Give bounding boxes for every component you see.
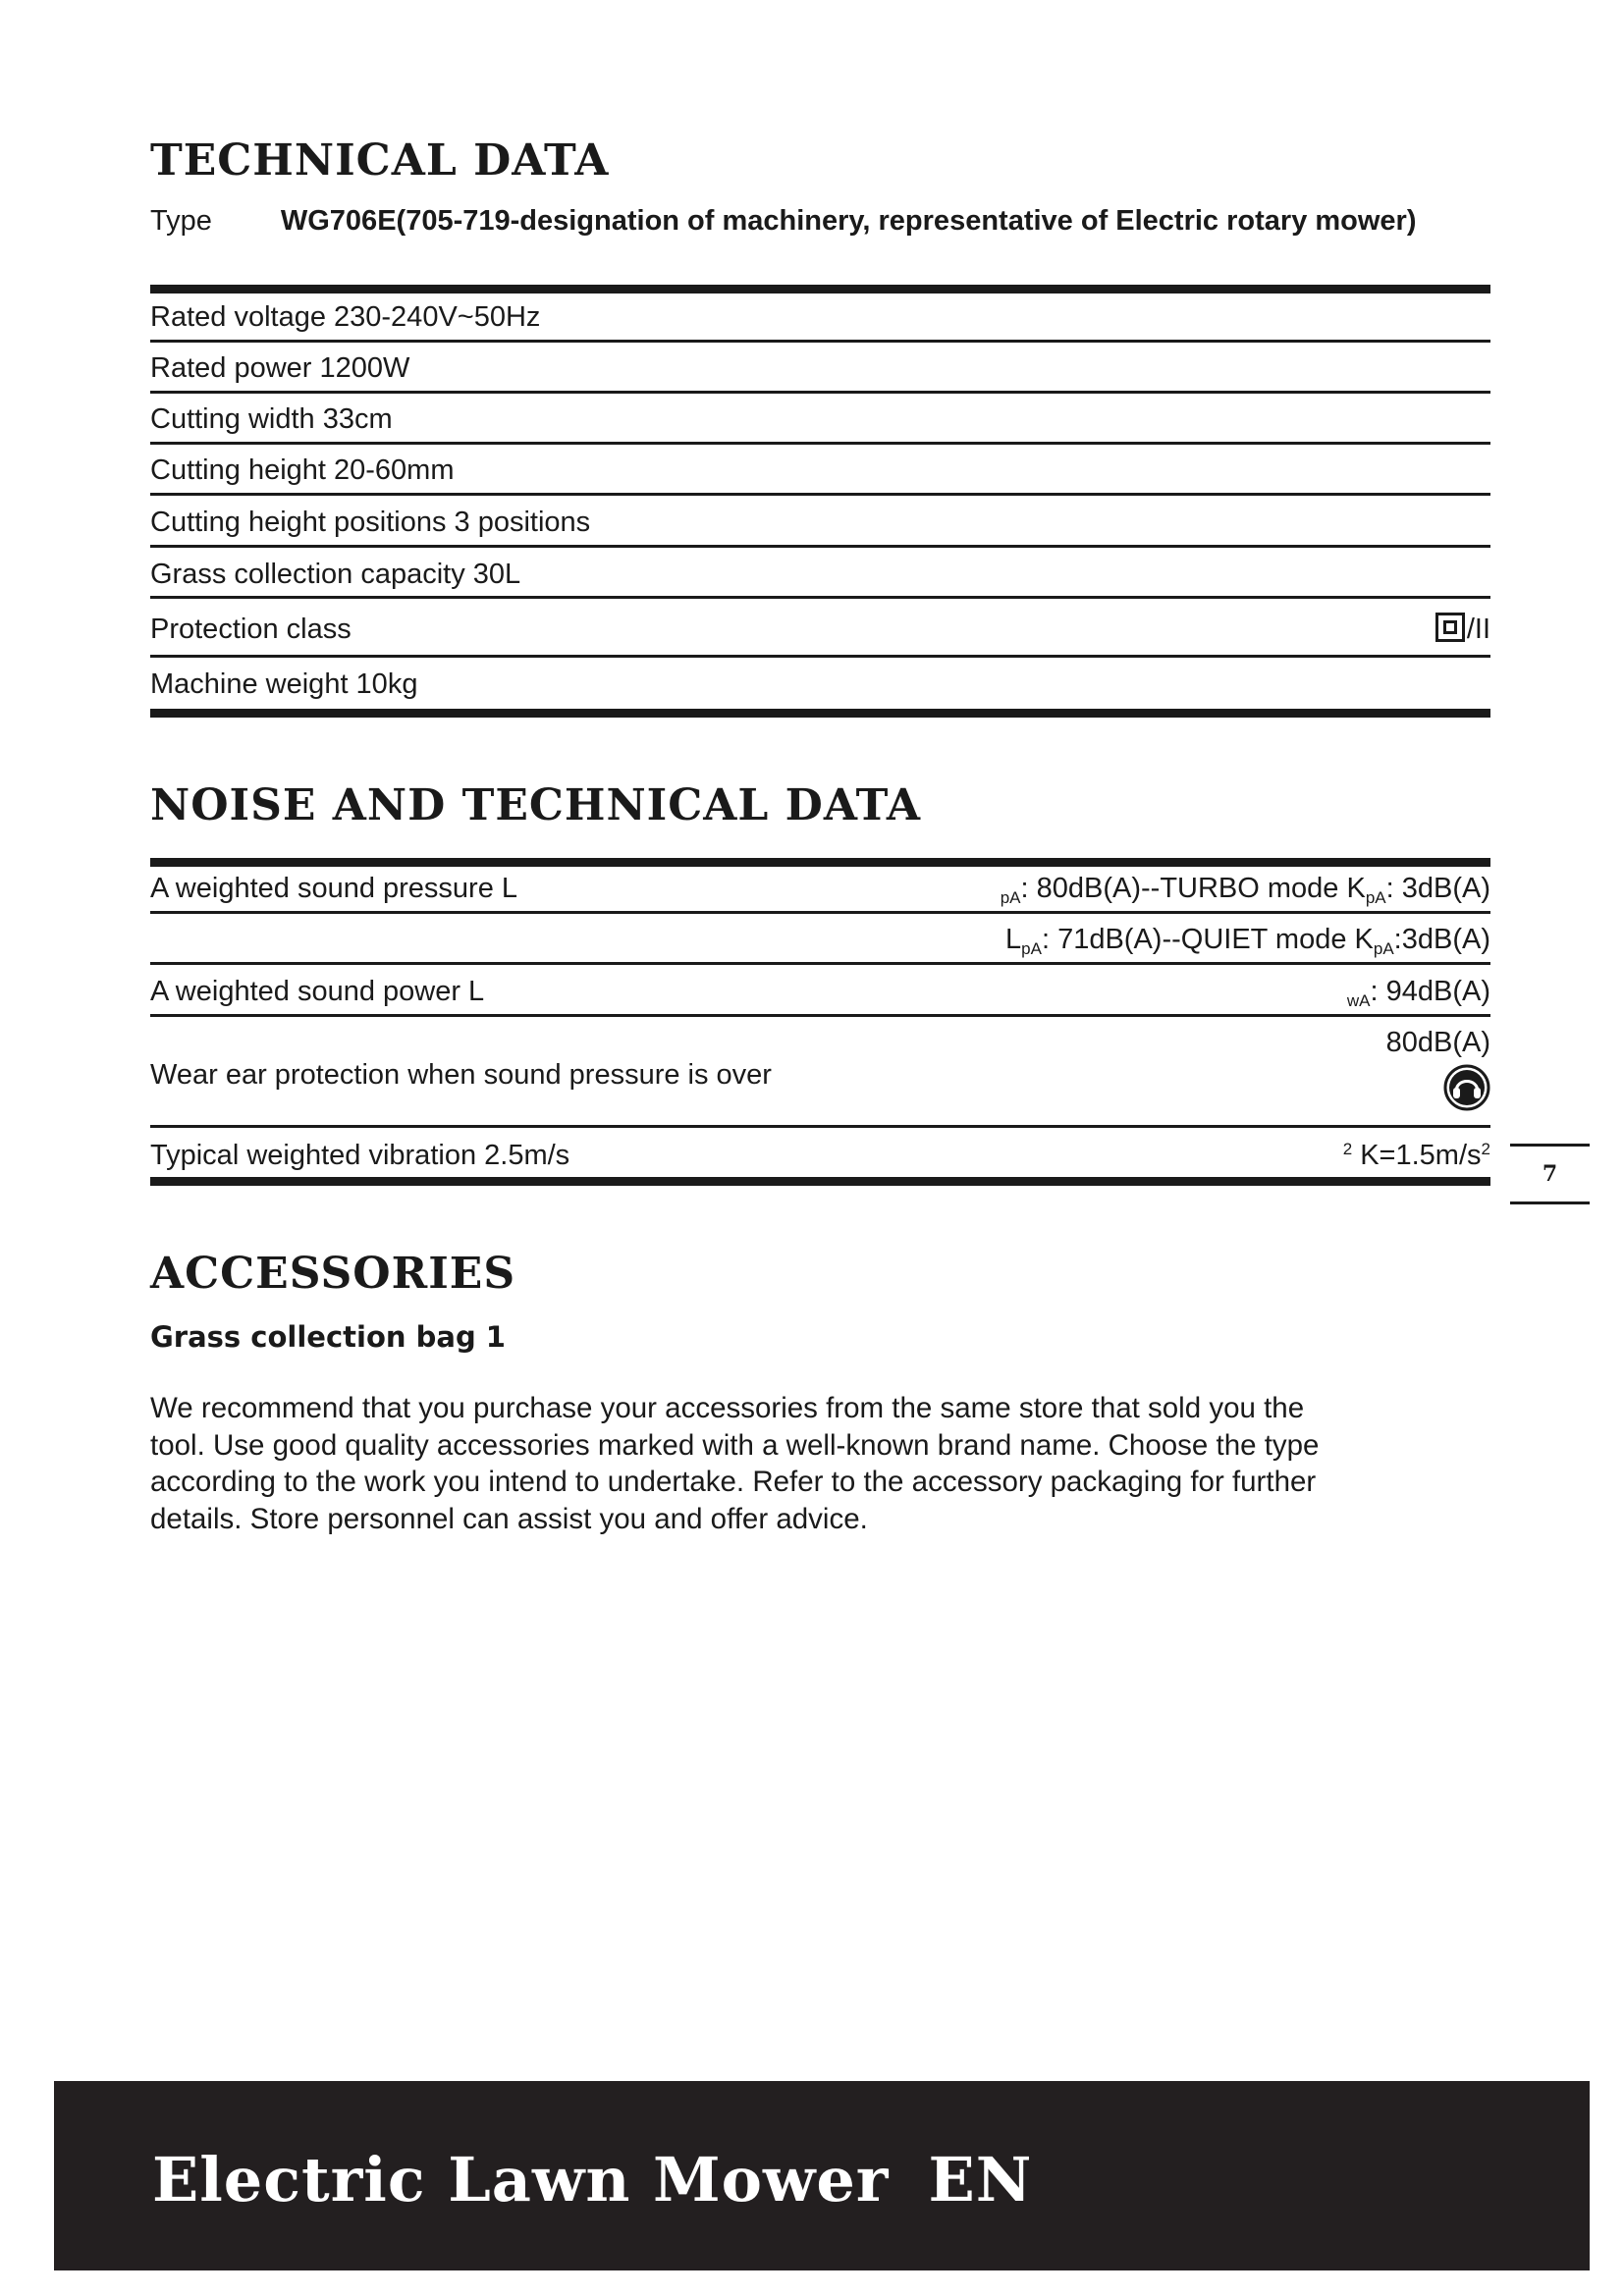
- footer-band: [54, 2081, 1590, 2270]
- spec-row-power: Rated power 1200W: [150, 352, 410, 384]
- row-divider: [150, 962, 1490, 965]
- noise-row-pressure: [150, 872, 1490, 905]
- spec-row-grass-capacity: Grass collection capacity 30L: [150, 559, 521, 590]
- vibration-label: Typical weighted vibration 2.5m/s: [150, 1140, 570, 1171]
- row-divider: [150, 442, 1490, 445]
- row-divider: [150, 391, 1490, 394]
- spec-row-cutting-width: Cutting width 33cm: [150, 403, 393, 435]
- row-divider: [150, 596, 1490, 599]
- spec-row-weight: Machine weight 10kg: [150, 668, 418, 700]
- sound-pressure-label: A weighted sound pressure L: [150, 873, 518, 904]
- noise-heading: NOISE AND TECHNICAL DATA: [150, 780, 922, 830]
- ear-protection-value: 80dB(A): [1385, 1027, 1490, 1058]
- vibration-value: $^2$ $K=1.5m/s^2$: [1342, 1140, 1490, 1171]
- row-divider: [150, 911, 1490, 914]
- noise-table-bottom-rule: [150, 1177, 1490, 1186]
- footer-title: [152, 2144, 1032, 2216]
- sound-pressure-value: $_{pA}$: 80dB(A)--TURBO mode $K_{pA}$: 3dB(A): [1000, 873, 1490, 907]
- noise-table-top-rule: [150, 858, 1490, 867]
- spec-row-protection-class: [150, 613, 1490, 646]
- row-divider: [150, 1014, 1490, 1017]
- noise-row-power: [150, 975, 1490, 1008]
- row-divider: [150, 545, 1490, 548]
- quiet-mode-value: $L_{pA}$: 71dB(A)--QUIET mode $K_{pA}:3dB(A)$: [1005, 924, 1490, 958]
- accessory-item: Grass collection bag 1: [150, 1320, 506, 1354]
- spec-row-height-positions: Cutting height positions 3 positions: [150, 507, 591, 538]
- row-divider: [150, 340, 1490, 343]
- double-insulation-icon: [1435, 613, 1465, 642]
- protection-class-label: Protection class: [150, 614, 352, 645]
- technical-data-heading: TECHNICAL DATA: [150, 135, 610, 186]
- paragraph-line: We recommend that you purchase your accessories from the same store that sold you the: [150, 1392, 1305, 1424]
- language-code: EN: [928, 2144, 1033, 2216]
- row-divider: [150, 655, 1490, 658]
- paragraph-line: tool. Use good quality accessories marked with a well-known brand name. Choose the type: [150, 1428, 1320, 1462]
- product-name: Electric Lawn Mower: [152, 2144, 890, 2216]
- accessories-paragraph: [150, 1390, 1456, 1537]
- noise-row-ear-protection: [150, 1058, 1490, 1092]
- table-bottom-rule: [150, 709, 1490, 718]
- noise-row-vibration: [150, 1139, 1490, 1172]
- ear-protection-label: Wear ear protection when sound pressure is over: [150, 1059, 772, 1091]
- type-label: Type: [150, 205, 212, 237]
- spec-row-cutting-height: Cutting height 20-60mm: [150, 454, 455, 486]
- row-divider: [150, 493, 1490, 496]
- protection-class-value: /II: [1435, 613, 1490, 646]
- spec-row-voltage: Rated voltage 230-240V~50Hz: [150, 301, 541, 333]
- row-divider: [150, 1125, 1490, 1128]
- page-number: 7: [1510, 1144, 1590, 1204]
- type-value: WG706E(705-719-designation of machinery, representative of Electric rotary mower): [280, 205, 1417, 237]
- paragraph-line: details. Store personnel can assist you and offer advice.: [150, 1502, 868, 1535]
- paragraph-line: according to the work you intend to undertake. Refer to the accessory packaging for further: [150, 1466, 1317, 1498]
- table-top-rule: [150, 285, 1490, 294]
- sound-power-label: A weighted sound power L: [150, 976, 485, 1007]
- type-line: [150, 202, 1490, 240]
- sound-power-value: $_{wA}$: 94dB(A): [1346, 976, 1490, 1010]
- ear-protection-icon: [1443, 1064, 1490, 1111]
- accessories-heading: ACCESSORIES: [150, 1249, 516, 1299]
